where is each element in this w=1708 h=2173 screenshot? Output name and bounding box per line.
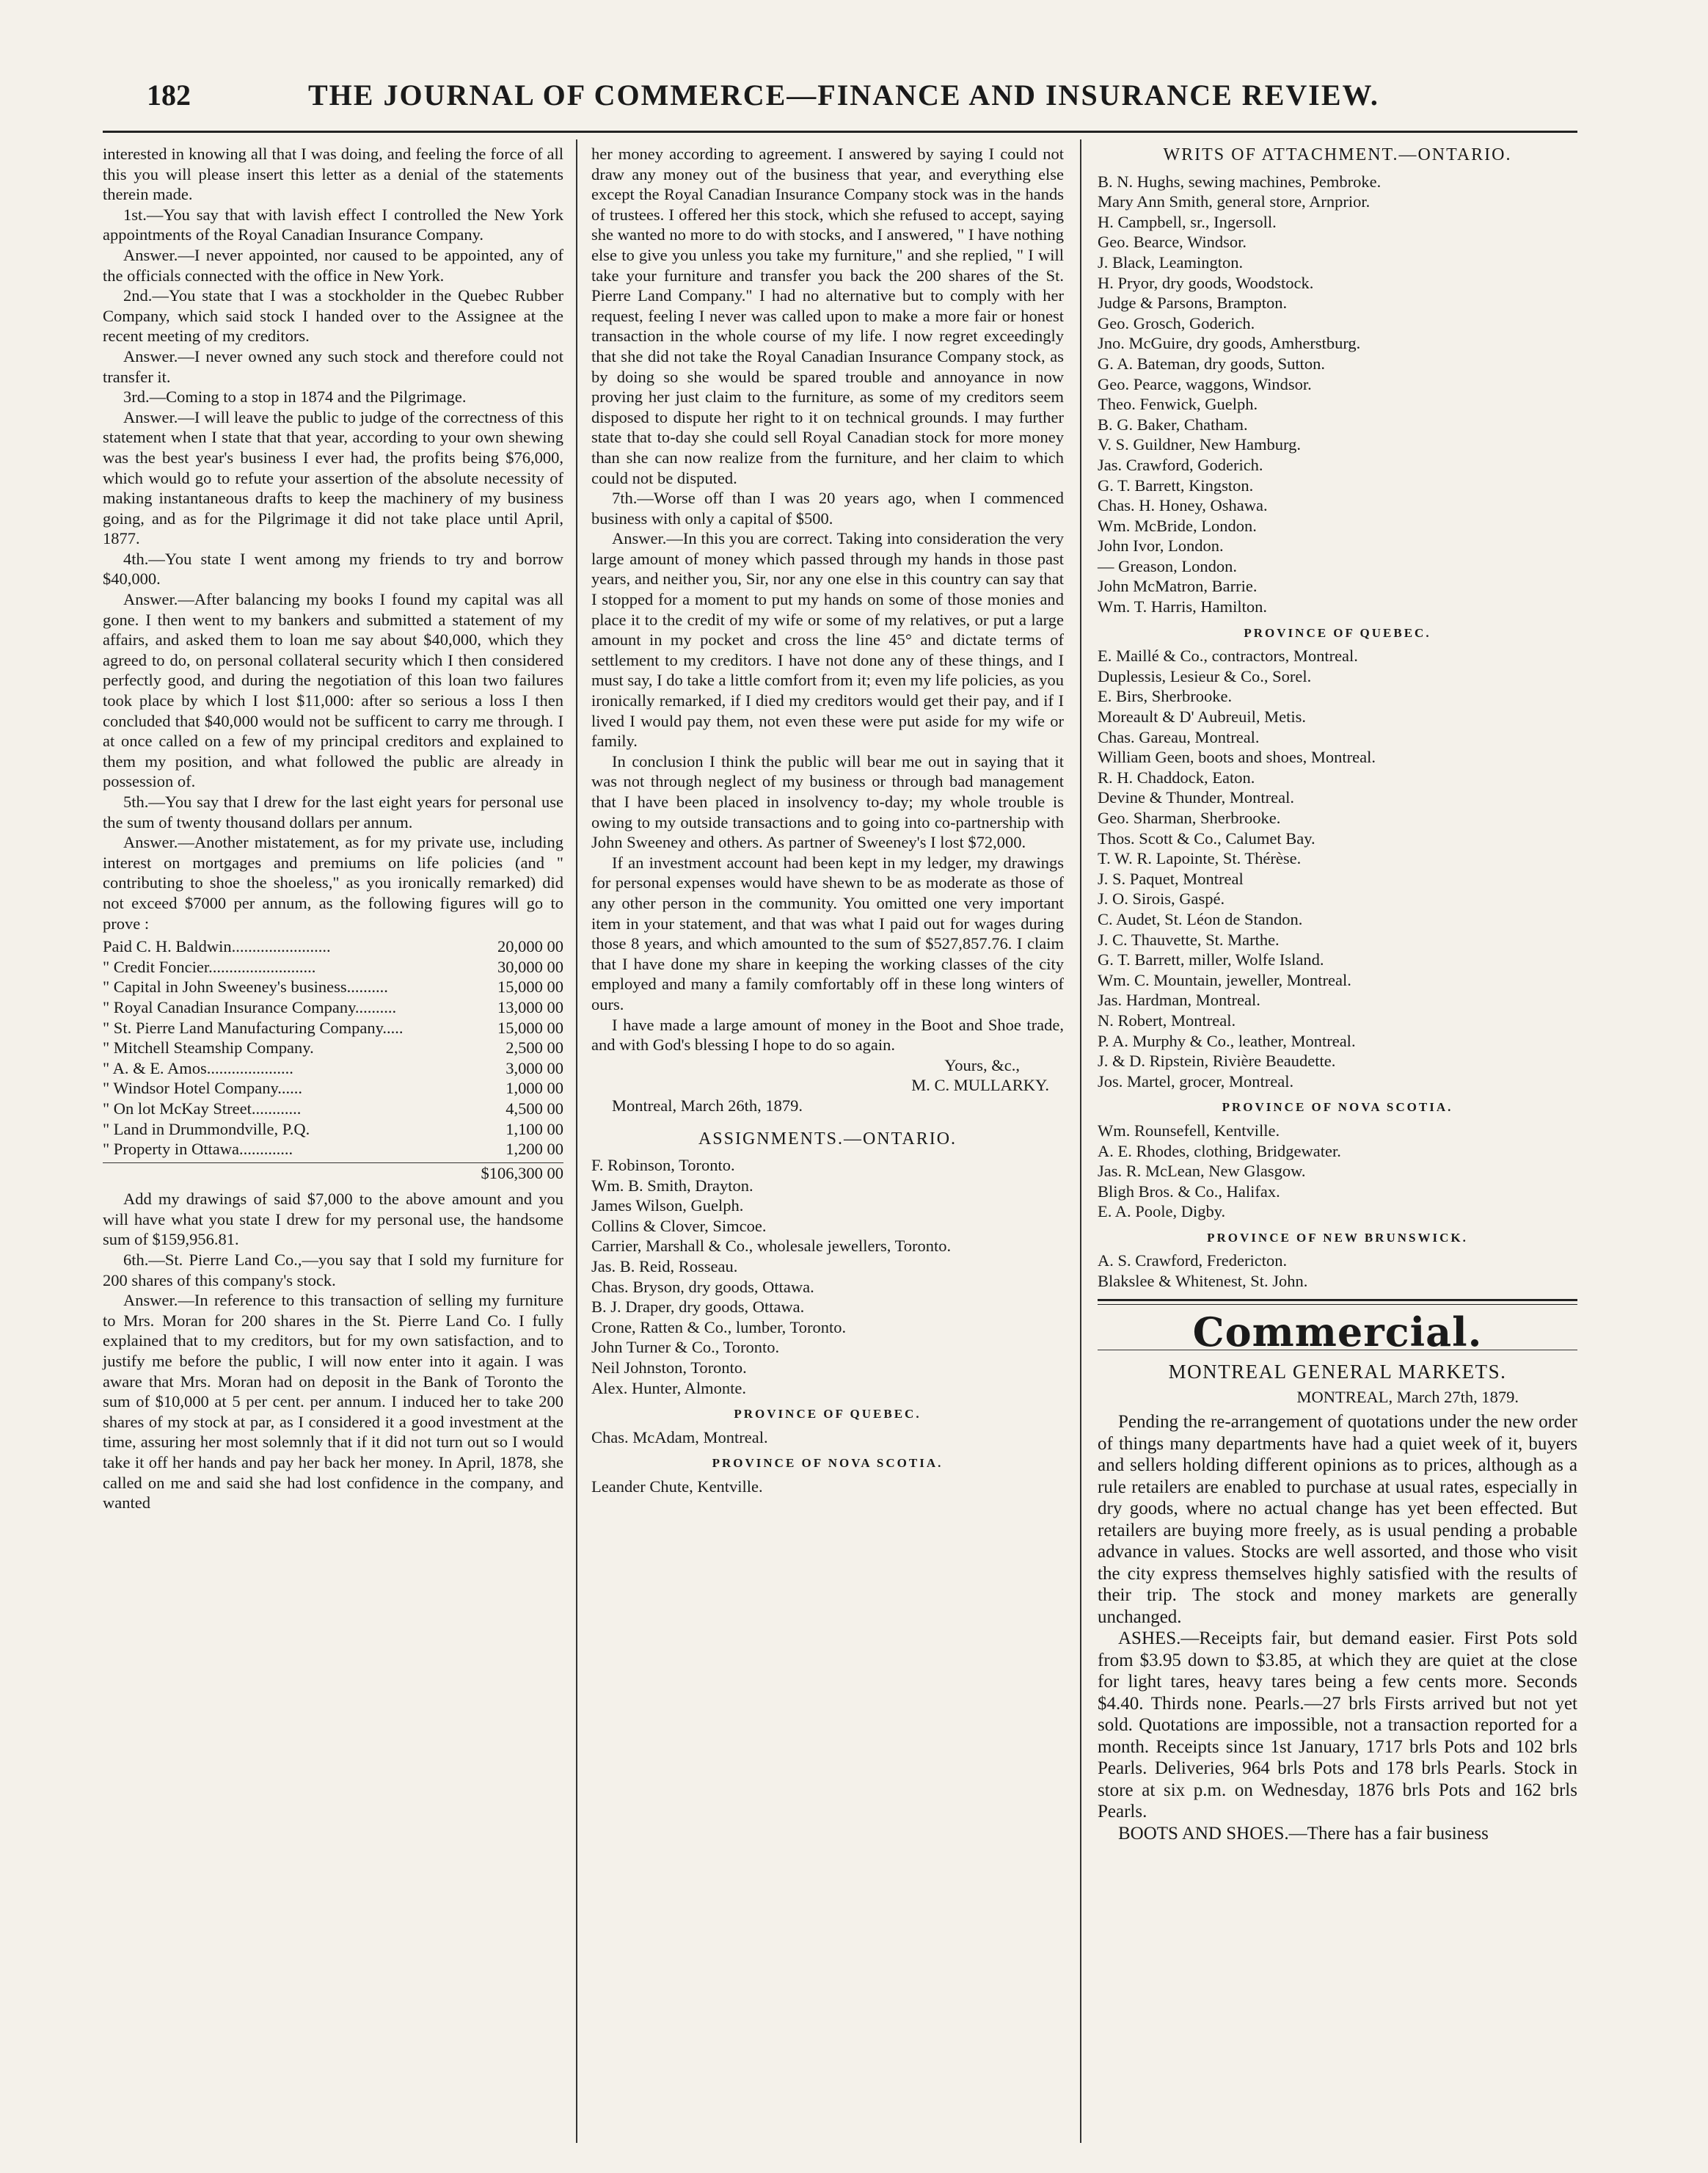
paragraph: Answer.—I never appointed, nor caused to be appointed, any of the officials connected with the office in New York. <box>103 245 563 285</box>
list-item: Blakslee & Whitenest, St. John. <box>1098 1272 1308 1291</box>
ledger-amount: 20,000 00 <box>497 937 563 956</box>
list-item: B. N. Hughs, sewing machines, Pembroke. <box>1098 172 1382 191</box>
list-item: Geo. Bearce, Windsor. <box>1098 233 1247 252</box>
paragraph: Answer.—I never owned any such stock and therefore could not transfer it. <box>103 346 563 386</box>
list-item: John Turner & Co., Toronto. <box>591 1338 780 1357</box>
list-item: G. T. Barrett, Kingston. <box>1098 476 1254 495</box>
paragraph: Answer.—In this you are correct. Taking into consideration the very large amount of money which passed through my hands in those past years, and neither you, Sir, nor any one else in this country can say that I stopped for a moment to put my hands on some of those monies and place it to the credit of my wife or some of my relatives, or put a large amount in my pocket and cross the line 45° and dictate terms of settlement to my creditors. I have not done any of these things, and I must say, I do take a little comfort from it; even my life policies, as you ironically remarked, if I died my creditors would get their pay, and if I lived I would pay them, not even these were put aside for my wife or family. <box>591 529 1065 751</box>
ledger-row <box>103 957 563 978</box>
list-item: Wm. McBride, London. <box>1098 516 1257 535</box>
ledger-row <box>103 1018 563 1038</box>
list-item: E. Birs, Sherbrooke. <box>1098 687 1233 706</box>
paragraph: her money according to agreement. I answered by saying I could not draw any money out of the business that year, and everything else except the Royal Canadian Insurance Company stock was in the hands of trustees. I offered her this stock, which she refused to accept, saying she wanted no more to do with stocks, and I answered, " I have nothing else to give you unless you take my furniture," and she replied, " I will take your furniture and transfer you back the 200 shares of the St. Pierre Land Company." I had no alternative but to comply with her request, feeling I never was called upon to make a more fair or honest transaction in the whole course of my life. I now regret exceedingly that she did not take the Royal Canadian Insurance Company stock, as by doing so she would be spared trouble and annoyance in now proving her just claim to the furniture, as some of my creditors seem disposed to dispute her right to it on technical grounds. I may further state that to-day she could sell Royal Canadian stock for more money than she can now realize from the furniture, and her claim to which could not be disputed. <box>591 145 1064 487</box>
list-item: R. H. Chaddock, Eaton. <box>1098 768 1255 787</box>
commercial-heading: Commercial. <box>1192 1308 1483 1355</box>
ledger-total: $106,300 00 <box>481 1163 563 1182</box>
list-item: Carrier, Marshall & Co., wholesale jewellers, Toronto. <box>591 1237 952 1256</box>
list-item: E. Maillé & Co., contractors, Montreal. <box>1098 647 1358 666</box>
list-item: G. T. Barrett, miller, Wolfe Island. <box>1098 950 1324 969</box>
ledger-row <box>103 1038 563 1058</box>
page-number: 182 <box>147 79 191 112</box>
list-item: Geo. Grosch, Goderich. <box>1098 313 1255 332</box>
paragraph: ASHES.—Receipts fair, but demand easier. First Pots sold from $3.95 down to $3.85, at which they are quiet at the close for light tares, heavy tares being a few cents more. Seconds $4.40. Thirds none. Pearls.—27 brls Firsts arrived but not yet sold. Quotations are impossible, not a transaction reported for a month. Receipts since 1st January, 1717 brls Pots and 102 brls Pearls. Deliveries, 964 brls Pots and 178 brls Pearls. Stock in store at six p.m. on Wednesday, 1876 brls Pots and 162 brls Pearls. <box>1098 1628 1577 1822</box>
ledger-label: " Royal Canadian Insurance Company.......... <box>103 997 397 1016</box>
list-item: J. Black, Leamington. <box>1098 252 1244 272</box>
paragraph: interested in knowing all that I was doing, and feeling the force of all this you will please insert this letter as a denial of the statements therein made. <box>103 145 563 204</box>
ledger-row <box>103 977 563 997</box>
page-header <box>147 78 1541 129</box>
ledger-label: " A. & E. Amos..................... <box>103 1058 293 1077</box>
list-item: H. Campbell, sr., Ingersoll. <box>1098 212 1277 231</box>
ledger-total-row <box>103 1162 563 1184</box>
paragraph: I have made a large amount of money in the Boot and Shoe trade, and with God's blessing I hope to do so again. <box>591 1015 1064 1055</box>
paragraph: 7th.—Worse off than I was 20 years ago, when I commenced business with only a capital of $500. <box>591 489 1064 528</box>
paragraph: 3rd.—Coming to a stop in 1874 and the Pilgrimage. <box>123 387 467 407</box>
ledger-label: " Credit Foncier.......................... <box>103 957 316 976</box>
list-item: Collins & Clover, Simcoe. <box>591 1216 767 1235</box>
paragraph: Answer.—Another mistatement, as for my private use, including interest on mortgages and premiums on life policies (and " contributing to shoe the shoeless," as you ironically remarked) did not exceed $7000 per annum, as the following figures will go to prove : <box>103 833 563 933</box>
assignments-ontario-list <box>591 1155 1064 1398</box>
list-item: Wm. B. Smith, Drayton. <box>591 1176 753 1195</box>
list-item: Bligh Bros. & Co., Halifax. <box>1098 1182 1280 1201</box>
list-item: Chas. H. Honey, Oshawa. <box>1098 496 1268 515</box>
list-item: V. S. Guildner, New Hamburg. <box>1098 435 1301 454</box>
ledger-label: " Land in Drummondville, P.Q. <box>103 1119 310 1138</box>
province-heading: PROVINCE OF NOVA SCOTIA. <box>1222 1100 1453 1115</box>
list-item: Duplessis, Lesieur & Co., Sorel. <box>1098 666 1312 685</box>
list-item: Theo. Fenwick, Guelph. <box>1098 395 1258 414</box>
expense-ledger <box>103 936 563 1183</box>
paragraph: 1st.—You say that with lavish effect I controlled the New York appointments of the Royal Canadian Insurance Company. <box>103 205 563 244</box>
running-title: THE JOURNAL OF COMMERCE—FINANCE AND INSURANCE REVIEW. <box>308 79 1379 112</box>
ledger-amount: 1,000 00 <box>506 1079 563 1098</box>
ledger-amount: 4,500 00 <box>506 1099 563 1118</box>
list-item: A. S. Crawford, Fredericton. <box>1098 1251 1288 1270</box>
writs-nova-scotia-list <box>1098 1121 1577 1222</box>
paragraph: Pending the re-arrangement of quotations under the new order of things many departments have had a quiet week of it, buyers and sellers holding different opinions as to prices, although as a rule retailers are enabled to purchase at usual rates, especially in dry goods, where no actual change has yet been effected. But retailers are buying more freely, as is usual pending a probable advance in values. Stocks are well assorted, and those who visit the city express themselves highly satisfied with the results of their trip. The stock and money markets are generally unchanged. <box>1098 1412 1577 1627</box>
ledger-label: " Mitchell Steamship Company. <box>103 1038 314 1058</box>
ledger-label: Paid C. H. Baldwin........................ <box>103 937 331 956</box>
ledger-row <box>103 1099 563 1119</box>
column-left <box>103 144 563 1513</box>
list-item: Jas. B. Reid, Rosseau. <box>591 1257 738 1276</box>
assignments-heading: ASSIGNMENTS.—ONTARIO. <box>698 1129 957 1149</box>
ledger-amount: 1,200 00 <box>506 1140 563 1159</box>
list-item: J. S. Paquet, Montreal <box>1098 869 1244 888</box>
ledger-amount: 2,500 00 <box>506 1038 563 1058</box>
paragraph: Answer.—I will leave the public to judge of the correctness of this statement when I state that that year, according to your own shewing was the best year's business I ever had, the profits being $76,000, which would go to refute your assertion of the absolute necessity of making instantaneous drafts to keep the machinery of my business going, and as for the Pilgrimage it did not take place until April, 1877. <box>103 407 563 548</box>
list-item: Geo. Sharman, Sherbrooke. <box>1098 809 1281 827</box>
list-item: G. A. Bateman, dry goods, Sutton. <box>1098 354 1325 373</box>
list-item: Chas. Gareau, Montreal. <box>1098 727 1260 746</box>
list-item: Crone, Ratten & Co., lumber, Toronto. <box>591 1317 847 1336</box>
markets-heading: MONTREAL GENERAL MARKETS. <box>1168 1361 1507 1383</box>
list-item: Alex. Hunter, Almonte. <box>591 1378 746 1397</box>
markets-dateline: MONTREAL, March 27th, 1879. <box>1296 1387 1519 1406</box>
list-item: James Wilson, Guelph. <box>591 1196 744 1215</box>
writs-heading: WRITS OF ATTACHMENT.—ONTARIO. <box>1163 145 1512 164</box>
paragraph: 5th.—You say that I drew for the last eight years for personal use the sum of twenty thousand dollars per annum. <box>103 793 563 831</box>
paragraph: Add my drawings of said $7,000 to the above amount and you will have what you state I drew for my personal use, the handsome sum of $159,956.81. <box>103 1190 563 1249</box>
province-heading: PROVINCE OF NOVA SCOTIA. <box>712 1456 944 1471</box>
ledger-amount: 13,000 00 <box>497 997 563 1016</box>
list-item: Neil Johnston, Toronto. <box>591 1358 747 1377</box>
list-item: J. & D. Ripstein, Rivière Beaudette. <box>1098 1052 1336 1071</box>
ledger-row <box>103 1119 563 1140</box>
ledger-label: " St. Pierre Land Manufacturing Company..... <box>103 1018 404 1037</box>
ledger-label: " On lot McKay Street............ <box>103 1099 302 1118</box>
list-item: Chas. McAdam, Montreal. <box>591 1427 768 1446</box>
header-rule <box>103 131 1577 133</box>
ledger-amount: 15,000 00 <box>497 978 563 997</box>
list-item: Leander Chute, Kentville. <box>591 1477 763 1496</box>
section-divider <box>1098 1299 1577 1305</box>
list-item: P. A. Murphy & Co., leather, Montreal. <box>1098 1031 1356 1050</box>
ledger-amount: 15,000 00 <box>497 1018 563 1037</box>
list-item: C. Audet, St. Léon de Standon. <box>1098 909 1303 928</box>
list-item: N. Robert, Montreal. <box>1098 1011 1236 1030</box>
list-item: F. Robinson, Toronto. <box>591 1156 735 1175</box>
writs-ontario-list <box>1098 172 1577 617</box>
ledger-row <box>103 1078 563 1099</box>
paragraph: BOOTS AND SHOES.—There has a fair business <box>1118 1823 1489 1843</box>
column-right <box>1098 144 1577 1844</box>
list-item: E. A. Poole, Digby. <box>1098 1202 1226 1221</box>
letter-closing: Yours, &c., <box>944 1055 1020 1074</box>
province-heading: PROVINCE OF NEW BRUNSWICK. <box>1207 1230 1468 1245</box>
list-item: Chas. Bryson, dry goods, Ottawa. <box>591 1277 814 1296</box>
province-heading: PROVINCE OF QUEBEC. <box>1244 625 1431 640</box>
list-item: Mary Ann Smith, general store, Arnprior. <box>1098 192 1371 211</box>
list-item: Geo. Pearce, waggons, Windsor. <box>1098 374 1312 393</box>
ledger-label: " Capital in John Sweeney's business.......... <box>103 978 388 997</box>
list-item: B. J. Draper, dry goods, Ottawa. <box>591 1297 805 1317</box>
ledger-label: " Property in Ottawa............. <box>103 1140 293 1159</box>
list-item: William Geen, boots and shoes, Montreal. <box>1098 748 1376 767</box>
ledger-row <box>103 1058 563 1079</box>
province-heading: PROVINCE OF QUEBEC. <box>734 1407 921 1422</box>
list-item: B. G. Baker, Chatham. <box>1098 415 1248 434</box>
column-rule-1 <box>576 139 577 2143</box>
paragraph: Answer.—After balancing my books I found my capital was all gone. I then went to my bankers and submitted a statement of my affairs, and asked them to loan me say about $40,000, which they agreed to do, on personal collateral security which I then considered perfectly good, and during the negotiation of this loan two failures took place by which I lost $11,000: after so serious a loss I then concluded that $40,000 would not be sufficent to carry me through. I at once called on a few of my principal creditors and explained to them my position, and what followed the public are already in possession of. <box>103 590 563 791</box>
list-item: Jas. R. McLean, New Glasgow. <box>1098 1162 1306 1181</box>
list-item: Wm. T. Harris, Hamilton. <box>1098 597 1267 616</box>
paragraph: 2nd.—You state that I was a stockholder in the Quebec Rubber Company, which said stock I handed over to the Assignee at the recent meeting of my creditors. <box>103 286 563 346</box>
paragraph: If an investment account had been kept in my ledger, my drawings for personal expenses would have shewn to be as moderate as those of any other person in the community. You omitted one very important item in your statement, and that was what I paid out for wages during those 8 years, and which amounted to the sum of $527,857.76. I claim that I have done my share in keeping the working classes of the city employed and many a family comfortably off in these long winters of ours. <box>591 853 1064 1013</box>
ledger-row <box>103 936 563 957</box>
list-item: John McMatron, Barrie. <box>1098 577 1258 596</box>
list-item: John Ivor, London. <box>1098 536 1224 556</box>
list-item: Wm. Rounsefell, Kentville. <box>1098 1121 1280 1140</box>
ledger-row <box>103 1139 563 1160</box>
letter-place-date: Montreal, March 26th, 1879. <box>612 1096 803 1115</box>
paragraph: In conclusion I think the public will bear me out in saying that it was not through neglect of my business or through bad management that I have been placed in insolvency to-day; my whole trouble is owing to my outside transactions and to going into co-partnership with John Sweeney and others. As partner of Sweeney's I lost $72,000. <box>591 751 1064 852</box>
list-item: Thos. Scott & Co., Calumet Bay. <box>1098 829 1315 848</box>
list-item: Jno. McGuire, dry goods, Amherstburg. <box>1098 334 1361 353</box>
list-item: Wm. C. Mountain, jeweller, Montreal. <box>1098 970 1351 989</box>
ledger-amount: 30,000 00 <box>497 957 563 976</box>
column-rule-2 <box>1080 139 1081 2143</box>
list-item: Jas. Crawford, Goderich. <box>1098 455 1263 474</box>
list-item: Jas. Hardman, Montreal. <box>1098 991 1260 1010</box>
ledger-amount: 3,000 00 <box>506 1058 563 1077</box>
list-item: Jos. Martel, grocer, Montreal. <box>1098 1071 1294 1091</box>
column-middle <box>591 144 1064 1497</box>
ledger-row <box>103 997 563 1018</box>
list-item: H. Pryor, dry goods, Woodstock. <box>1098 273 1314 292</box>
list-item: Moreault & D' Aubreuil, Metis. <box>1098 707 1307 727</box>
list-item: T. W. R. Lapointe, St. Thérèse. <box>1098 849 1302 868</box>
paragraph: Answer.—In reference to this transaction of selling my furniture to Mrs. Moran for 200 shares in the St. Pierre Land Co. I fully explained that to my creditors, but for my own satisfaction, and to justify me before the public, I will now enter into it again. I was aware that Mrs. Moran had on deposit in the Bank of Toronto the sum of $10,000 at 5 per cent. per annum. I induced her to take 200 shares of my stock at par, as I considered it a good investment at the time, assuring her most solemnly that if it did not turn out so I would take it off her hands and pay her back her money. In April, 1878, she called on me and said she had lost confidence in the company, and wanted <box>103 1291 563 1513</box>
list-item: A. E. Rhodes, clothing, Bridgewater. <box>1098 1141 1341 1160</box>
list-item: J. C. Thauvette, St. Marthe. <box>1098 930 1280 949</box>
paragraph: 6th.—St. Pierre Land Co.,—you say that I sold my furniture for 200 shares of this company's stock. <box>103 1251 563 1289</box>
writs-new-brunswick-list <box>1098 1251 1577 1291</box>
list-item: Devine & Thunder, Montreal. <box>1098 788 1294 807</box>
paragraph: 4th.—You state I went among my friends to try and borrow $40,000. <box>103 549 563 589</box>
list-item: — Greason, London. <box>1098 556 1237 575</box>
writs-quebec-list <box>1098 646 1577 1091</box>
list-item: Judge & Parsons, Brampton. <box>1098 294 1288 313</box>
list-item: J. O. Sirois, Gaspé. <box>1098 889 1225 909</box>
ledger-amount: 1,100 00 <box>506 1119 563 1138</box>
letter-signature: M. C. MULLARKY. <box>911 1076 1049 1095</box>
ledger-label: " Windsor Hotel Company...... <box>103 1079 303 1098</box>
